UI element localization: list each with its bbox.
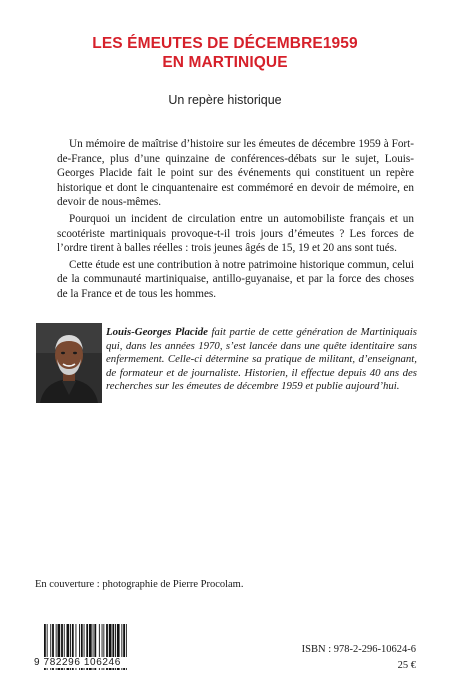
isbn: ISBN : 978-2-296-10624-6 — [301, 644, 416, 655]
title-line-1: LES ÉMEUTES DE DÉCEMBRE1959 — [92, 35, 358, 52]
author-bio-text: fait partie de cette génération de Martiniquais qui, dans les années 1970, s’est lancée dans une quête identitaire sans enfermement. Celle-ci détermine sa pratique de militant, d’enseignant, de formateur et de journaliste. Historien, il effectue depuis 40 ans des recherches sur les émeutes de décembre 1959 et publie aujourd’hui. — [106, 326, 417, 393]
title-line-2: EN MARTINIQUE — [162, 54, 288, 71]
blurb-paragraph-2: Pourquoi un incident de circulation entre un automobiliste français et un scootériste martiniquais provoque-t-il trois jours d’émeutes ? Les forces de l’ordre tirent à balles réelles : trois jeunes âgés de 15, 19 et 20 ans sont tués. — [57, 212, 414, 255]
book-title — [0, 34, 450, 72]
book-subtitle: Un repère historique — [168, 93, 282, 107]
barcode — [34, 613, 152, 683]
price: 25 € — [397, 660, 416, 671]
barcode-digits: 9 782296 106246 — [34, 657, 152, 668]
blurb-paragraph-1: Un mémoire de maîtrise d’histoire sur les émeutes de décembre 1959 à Fort-de-France, plus d’une quinzaine de conférences-débats sur le sujet, Louis-Georges Placide fait le point sur des événements qui constituent un repère historique et dont le cinquantenaire est commémoré en devoir de mémoire, en devoir de nous-mêmes. — [57, 138, 414, 209]
author-portrait-image — [36, 323, 102, 403]
author-photo — [36, 323, 102, 403]
author-name: Louis-Georges Placide — [106, 326, 208, 338]
blurb — [57, 137, 414, 304]
author-bio — [106, 326, 417, 394]
blurb-paragraph-3: Cette étude est une contribution à notre patrimoine historique commun, celui de la communauté martiniquaise, antillo-guyanaise, et par la force des choses de la France et de tous les hommes. — [57, 258, 414, 300]
cover-credit: En couverture : photographie de Pierre Procolam. — [35, 579, 244, 590]
